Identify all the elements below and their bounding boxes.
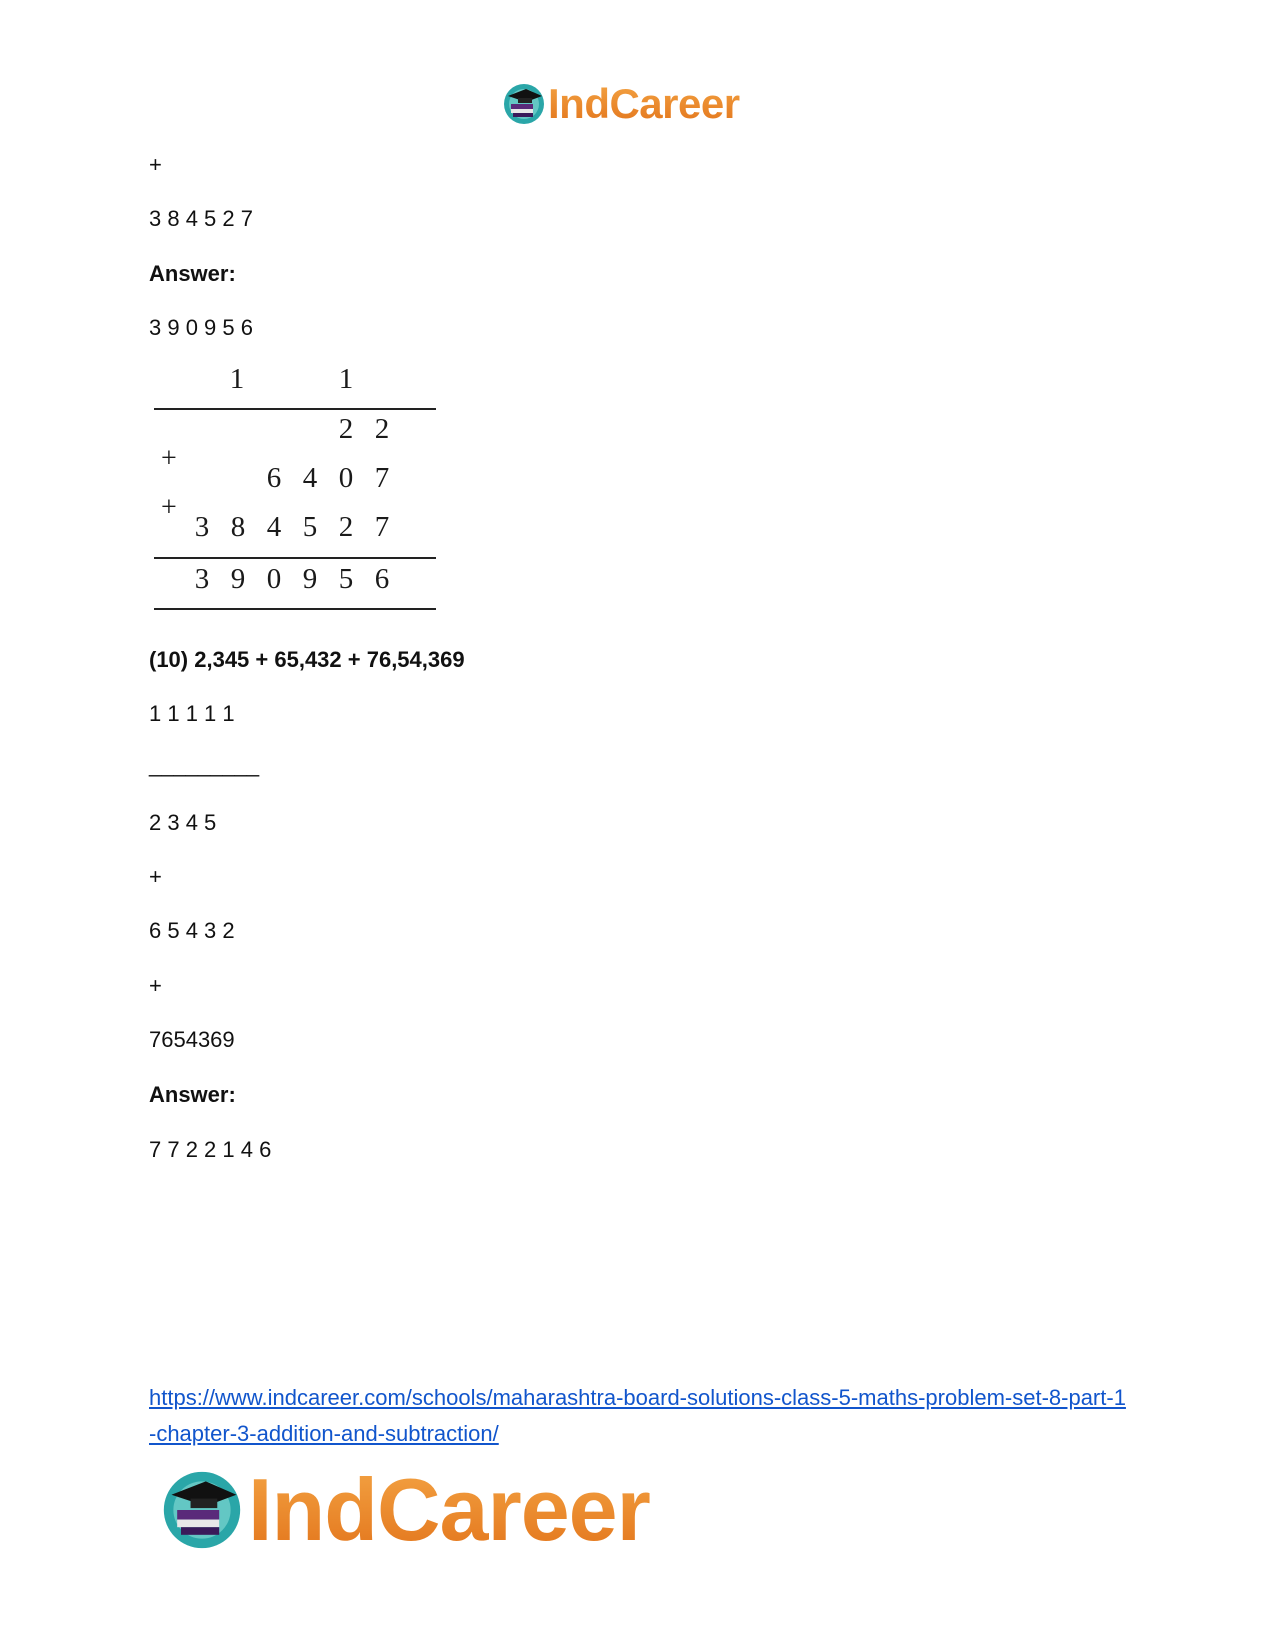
addend-digit: 4	[266, 511, 282, 543]
question-heading: (10) 2,345 + 65,432 + 76,54,369	[149, 647, 465, 672]
figure-bottom-rule	[154, 608, 436, 610]
addend-digit: 6	[266, 462, 282, 494]
addend-digit: 2	[338, 511, 354, 543]
footer-logo	[160, 1460, 650, 1560]
addend-line: 2 3 4 5	[149, 810, 217, 835]
answer-label: Answer:	[149, 1082, 236, 1107]
addition-figure	[150, 363, 440, 618]
addend-digit: 8	[230, 511, 246, 543]
addend-digit: 2	[374, 413, 390, 445]
result-digit: 6	[374, 563, 390, 595]
result-digit: 0	[266, 563, 282, 595]
graduation-book-icon	[502, 82, 546, 126]
answer-value: 7 7 2 2 1 4 6	[149, 1137, 272, 1162]
plus-sign: +	[149, 973, 162, 998]
result-digit: 5	[338, 563, 354, 595]
source-link[interactable]: https://www.indcareer.com/schools/maharashtra-board-solutions-class-5-maths-problem-set-8-part-1-chapter-3-addition-and-subtraction/	[149, 1385, 1126, 1446]
result-digit: 9	[302, 563, 318, 595]
addend-line: 7654369	[149, 1027, 235, 1052]
result-digit: 3	[194, 563, 210, 595]
plus-sign: +	[149, 864, 162, 889]
figure-plus-sign: +	[161, 492, 177, 523]
addend-line: 3 8 4 5 2 7	[149, 206, 253, 231]
logo-wordmark: IndCareer	[248, 1460, 650, 1559]
addend-digit: 5	[302, 511, 318, 543]
carry-digit: 1	[229, 363, 245, 395]
addend-line: 6 5 4 3 2	[149, 918, 235, 943]
underline-rule: _________	[149, 752, 260, 777]
result-digit: 9	[230, 563, 246, 595]
addend-digit: 4	[302, 462, 318, 494]
addend-digit: 7	[374, 511, 390, 543]
plus-sign: +	[149, 152, 162, 177]
graduation-book-icon	[160, 1468, 244, 1552]
figure-plus-sign: +	[161, 443, 177, 474]
logo-wordmark: IndCareer	[548, 80, 740, 127]
addend-digit: 2	[338, 413, 354, 445]
figure-top-rule	[154, 408, 436, 410]
addend-digit: 0	[338, 462, 354, 494]
answer-value: 3 9 0 9 5 6	[149, 315, 253, 340]
carry-digit: 1	[338, 363, 354, 395]
header-logo	[502, 78, 740, 130]
addend-digit: 3	[194, 511, 210, 543]
addend-digit: 7	[374, 462, 390, 494]
carry-line: 1 1 1 1 1	[149, 701, 235, 726]
answer-label: Answer:	[149, 261, 236, 286]
figure-sum-rule	[154, 557, 436, 559]
